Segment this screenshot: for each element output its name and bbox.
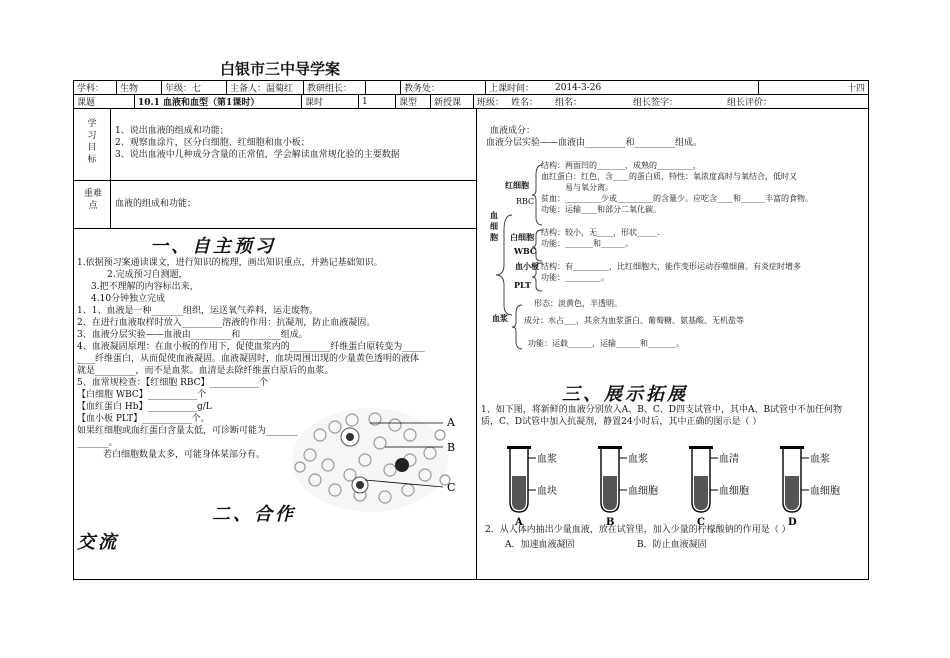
header-cell: 1 <box>359 95 396 109</box>
header-cell: 生物 <box>117 81 162 95</box>
keypoints-text: 血液的组成和功能； <box>115 199 197 209</box>
section1-line: 2.完成预习自测题， <box>107 270 188 280</box>
tube-label-bottom: 血块 <box>537 486 557 497</box>
section1-line: 如果红细胞或血红蛋白含量太低，可诊断可能为_______ <box>77 426 298 436</box>
header-cell: 学科： <box>74 81 117 95</box>
section1-line: 4、血液凝固原理：在血小板的作用下，促使血浆内的_________纤维蛋白原转变为_____ <box>77 342 425 352</box>
section1-line: _______。 <box>77 438 118 448</box>
section1-line: ____纤维蛋白，从而促使血液凝固。血液凝固时，血块周围出现的少量黄色透明的液体 <box>77 354 420 364</box>
tube-label-bottom: 血细胞 <box>719 486 749 497</box>
tube-letter: A <box>515 517 523 528</box>
test-tube-c <box>689 446 749 528</box>
goals-list <box>115 125 400 161</box>
plt-label: 血小板 <box>515 261 539 271</box>
right-line: 血液成分： <box>490 126 536 136</box>
goals-label-char: 习 <box>87 131 97 141</box>
tube-label-top: 血浆 <box>810 454 830 465</box>
label-c: C <box>447 481 456 494</box>
keypoints-label-char: 点 <box>88 201 98 211</box>
header-cell: 课时 <box>302 95 359 109</box>
section1-line: 【血红蛋白 Hb】___________g/L <box>77 402 212 412</box>
tube-bottom-layer <box>694 476 708 510</box>
section1-line: 3.把不理解的内容标出来， <box>91 282 199 292</box>
test-tube-a <box>507 446 557 528</box>
rbc-line: 贫血：_________少或_________的含量少。应吃含____和______丰富的食物。 <box>541 194 813 203</box>
wbc-en-label: WBC <box>514 246 537 256</box>
keypoints-label-char: 重难 <box>83 189 102 199</box>
option-a: A．加速血液凝固 <box>505 540 575 550</box>
tube-bottom-layer <box>785 476 799 510</box>
rbc-line: 易与氧分离。 <box>565 183 613 192</box>
section3-heading: 三、展示拓展 <box>562 384 688 405</box>
plt-en-label: PLT <box>514 280 531 290</box>
header-table <box>73 80 869 95</box>
header-cell: 组名： <box>552 95 630 109</box>
section2-heading: 二、合作 <box>212 504 296 525</box>
header-row-2 <box>74 95 869 109</box>
header-cell: 主备人：温菊红 <box>227 81 304 95</box>
goal-item: 3、说出血液中几种成分含量的正常值，学会解读血常规化验的主要数据 <box>115 150 400 160</box>
tube-rim <box>598 446 622 449</box>
section1-line: 1、1、血液是一种_______组织，运送氧气养料，运走废物。 <box>77 306 318 316</box>
tube-rim <box>780 446 804 449</box>
goals-label <box>82 118 102 166</box>
plasma-line: 功能：运载______，运输______和_______。 <box>528 339 684 348</box>
header-cell <box>366 81 401 95</box>
header-table-2 <box>73 94 869 109</box>
plt-line: 功能：_________。 <box>541 273 609 282</box>
divider <box>73 228 477 229</box>
goals-label-char: 学 <box>87 119 97 129</box>
tube-letter: D <box>788 517 797 528</box>
page-title: 白银市三中导学案 <box>220 60 341 78</box>
header-cell: 教务处： <box>401 81 486 95</box>
white-blood-cell-nucleus <box>356 481 364 489</box>
header-cell: 组长评价： <box>724 95 869 109</box>
plasma-details <box>524 298 744 349</box>
header-cell: 上课时间： <box>486 81 553 95</box>
goal-item: 2、观察血涂片，区分白细胞、红细胞和血小板； <box>115 138 310 148</box>
section1-line: 【白细胞 WBC】___________个 <box>77 390 207 400</box>
tube-label-top: 血清 <box>719 454 739 465</box>
white-blood-cell <box>395 458 409 472</box>
rbc-line: 功能：运输____和部分二氧化碳。 <box>541 205 661 214</box>
header-cell: 组长签字： <box>630 95 724 109</box>
header-cell: 教研组长： <box>304 81 366 95</box>
test-tube-b <box>598 446 658 528</box>
label-b: B <box>447 441 456 454</box>
tube-letter: C <box>697 517 705 528</box>
section1-line: 1.依据预习案通读课文，进行知识的梳理，画出知识重点，并熟记基础知识。 <box>77 258 383 268</box>
tube-bottom-layer <box>603 476 617 510</box>
tube-label-top: 血浆 <box>628 454 648 465</box>
goals-label-char: 目 <box>87 143 97 153</box>
keypoints-label <box>78 188 108 212</box>
plt-line: 结构：有_________，比红细胞大，能作变形运动吞噬细菌。有炎症时增多 <box>541 262 801 271</box>
rbc-label: 红细胞 <box>505 180 529 190</box>
plasma-bracket <box>512 305 522 349</box>
rbc-line: 结构：两面凹的_______，成熟的_________， <box>541 161 701 170</box>
question-line: 1、如下图，将新鲜的血液分别放入A、B、C、D四支试管中，其中A、B试管中不加任何物 <box>481 405 843 415</box>
header-cell: 课题 <box>74 95 135 109</box>
rbc-en-label: RBC <box>516 197 535 206</box>
rbc-line: 血红蛋白：红色，含____的蛋白质，特性：氧浓度高时与氧结合，低时又 <box>541 172 797 181</box>
section1-line: 3、血液分层实验——血液由_________和_________组成。 <box>77 330 308 340</box>
question-2: 2．从人体内抽出少量血液，放在试管里，加入少量的柠檬酸钠的作用是（ ） <box>485 525 791 535</box>
goals-label-char: 标 <box>87 155 97 165</box>
header-cell: 10.1 血液和血型（第1课时） <box>135 95 302 109</box>
tube-label-bottom: 血细胞 <box>628 486 658 497</box>
question-line: 质，C、D试管中加入抗凝剂，静置24小时后，其中正确的图示是（ ） <box>481 417 762 427</box>
white-blood-cell-nucleus <box>346 433 354 441</box>
header-cell: 2014-3-26 <box>552 81 759 95</box>
section2-heading-2: 交流 <box>77 532 119 553</box>
plasma-line: 成分：水占___，其余为血浆蛋白、葡萄糖、氨基酸、无机盐等 <box>524 316 744 325</box>
tube-rim <box>689 446 713 449</box>
question-1 <box>481 404 866 428</box>
header-cell: 姓名： <box>508 95 552 109</box>
right-intro <box>486 125 702 149</box>
right-line: 血液分层实验——血液由_________和_________组成。 <box>486 138 703 148</box>
section1-heading: 一、自主预习 <box>150 236 276 257</box>
wbc-label: 白细胞 <box>510 232 534 242</box>
tube-label-top: 血浆 <box>537 454 557 465</box>
smear-background <box>292 408 448 512</box>
tube-label-bottom: 血细胞 <box>810 486 840 497</box>
tube-bottom-layer <box>512 476 526 510</box>
header-row-1 <box>74 81 869 95</box>
section1-line: 5、血常规检查：【红细胞 RBC】___________个 <box>77 378 269 388</box>
section1-line: 【血小板 PLT】___________个。 <box>77 414 210 424</box>
section1-line: 2、在进行血液取样时放入_________溶液的作用：抗凝剂，防止血液凝固。 <box>77 318 376 328</box>
plt-details <box>541 261 801 283</box>
test-tubes-figure <box>500 440 860 530</box>
tube-letter: B <box>606 517 615 528</box>
blood-cell-label: 血细胞 <box>490 210 498 242</box>
section1-line: 若白细胞数量太多，可能身体某部分有。 <box>103 450 266 460</box>
wbc-line: 结构：较小，无____，形状_____. <box>541 228 660 237</box>
wbc-details <box>541 227 660 249</box>
section1-line: 就是_________，而不是血浆。血清是去除纤维蛋白原后的血浆。 <box>77 366 334 376</box>
label-a: A <box>447 416 455 429</box>
header-cell: 十四 <box>759 81 869 95</box>
tube-rim <box>507 446 531 449</box>
plasma-label: 血浆 <box>492 313 508 323</box>
section1-line: 4.10分钟独立完成 <box>91 294 166 304</box>
header-cell: 课型 <box>396 95 431 109</box>
divider <box>73 180 477 181</box>
wbc-line: 功能：_______和______。 <box>541 239 633 248</box>
header-cell: 新授课 <box>431 95 474 109</box>
rbc-details <box>541 160 866 215</box>
divider <box>110 108 111 228</box>
plasma-line: 形态：淡黄色，半透明。 <box>534 299 622 308</box>
header-cell: 年级：七 <box>162 81 227 95</box>
option-b: B．防止血液凝固 <box>637 540 707 550</box>
blood-smear-image <box>290 405 470 515</box>
header-cell: 班级： <box>474 95 509 109</box>
goal-item: 1、说出血液的组成和功能； <box>115 126 229 136</box>
test-tube-d <box>780 446 840 528</box>
